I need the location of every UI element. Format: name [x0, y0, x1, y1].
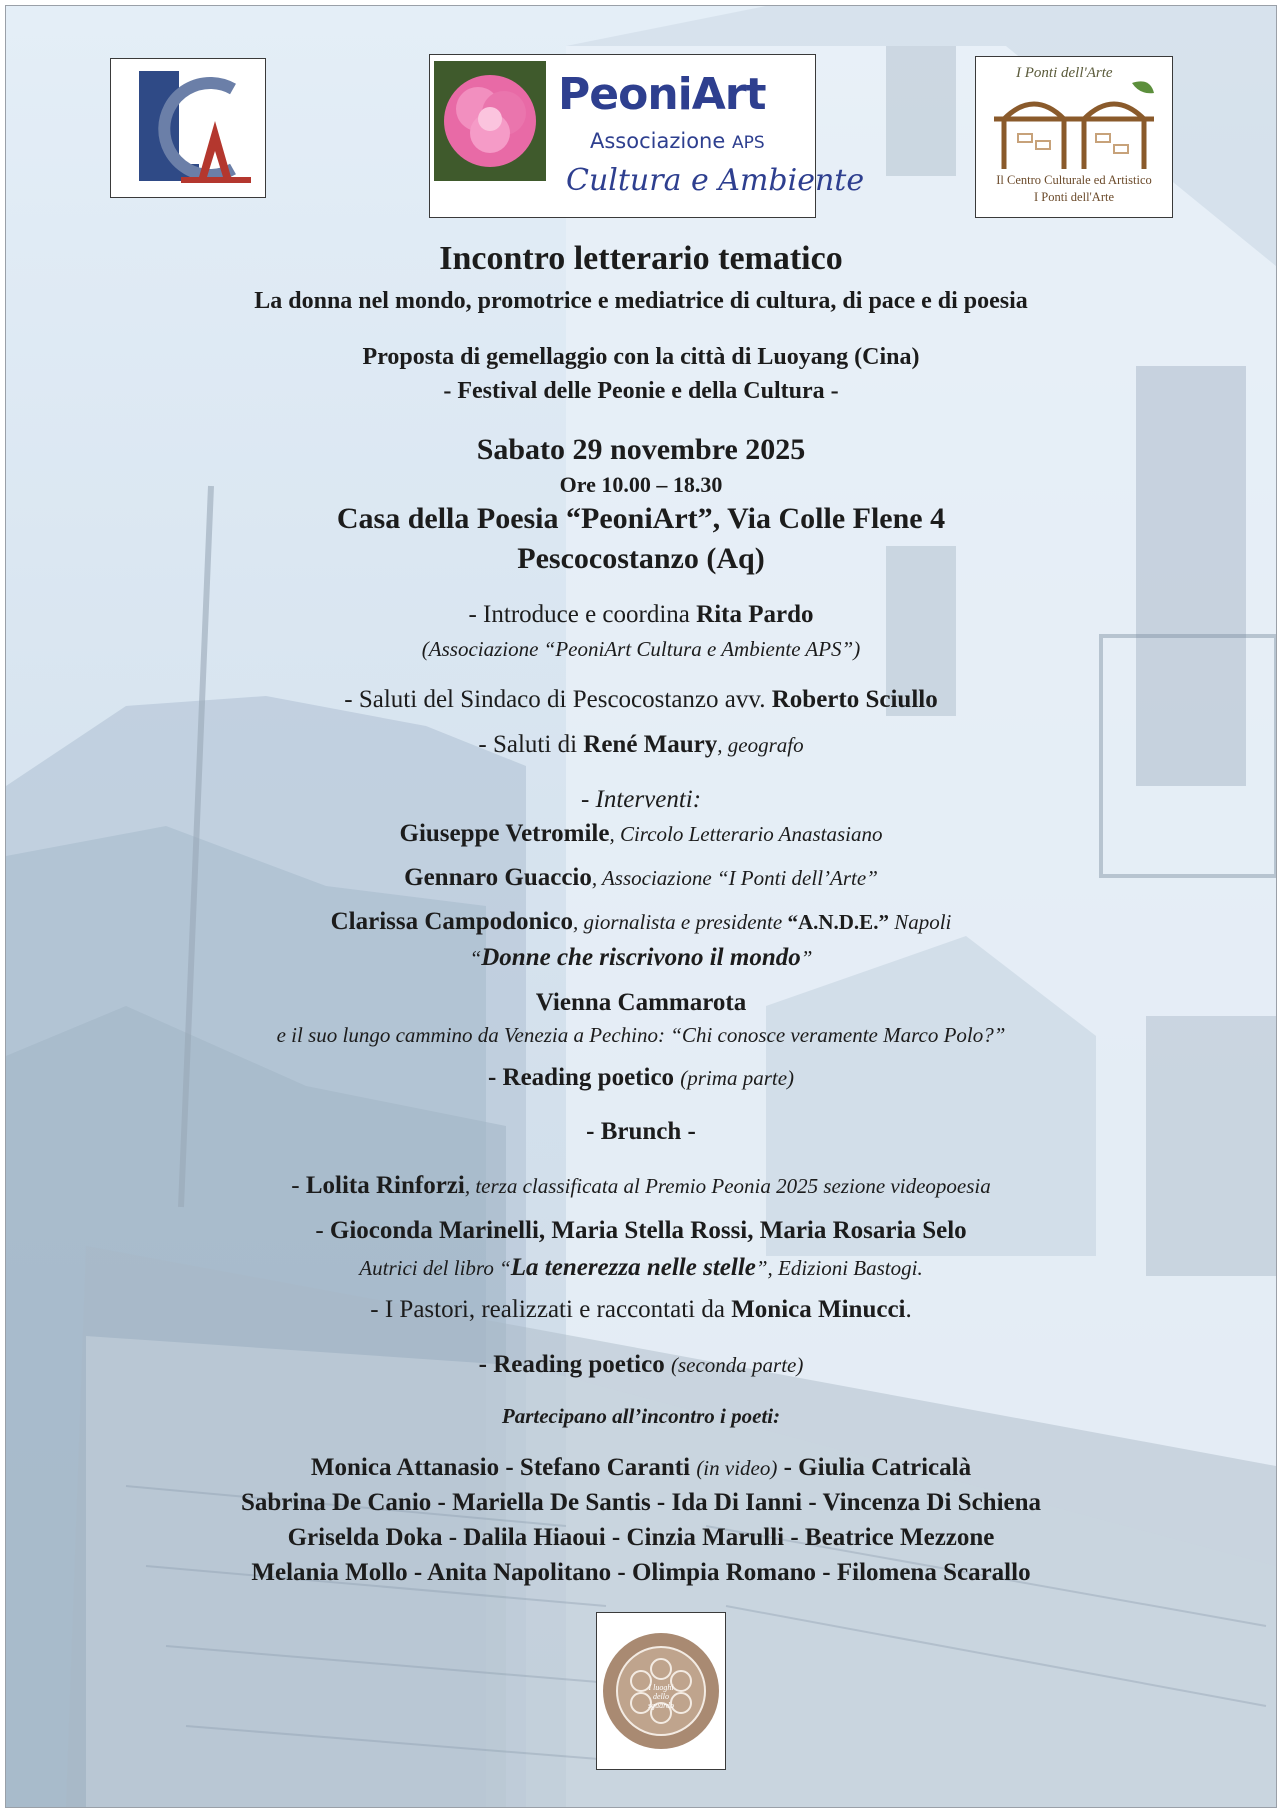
- peoniart-tagline: Cultura e Ambiente: [566, 163, 865, 198]
- speaker-3-org: “A.N.D.E.”: [787, 910, 889, 934]
- poets-line-3: Griselda Doka - Dalila Hiaoui - Cinzia Marulli - Beatrice Mezzone: [287, 1524, 995, 1551]
- speaker-3-name: Clarissa Campodonico: [330, 908, 573, 935]
- poets-line-2: Sabrina De Canio - Mariella De Santis - Ida Di Ianni - Vincenza Di Schiena: [240, 1489, 1042, 1516]
- arches-icon: [984, 79, 1164, 179]
- pastori-suffix: .: [905, 1296, 912, 1323]
- peoniart-assoc: Associazione: [590, 129, 726, 153]
- book-line: [6, 1254, 1276, 1282]
- ponti-caption-2: I Ponti dell'Arte: [1033, 190, 1115, 204]
- reading-2: [6, 1351, 1276, 1379]
- lolita-line: [6, 1172, 1276, 1200]
- poets-line-4: Melania Mollo - Anita Napolitano - Olimpia Romano - Filomena Scarallo: [251, 1559, 1031, 1586]
- lca-emblem: [111, 59, 265, 197]
- intro-association: (Associazione “PeoniArt Cultura e Ambiente APS”): [421, 637, 861, 661]
- peoniart-name: PeoniArt: [558, 69, 766, 120]
- mayor-greetings-prefix: - Saluti del Sindaco di Pescocostanzo avv.: [344, 686, 772, 713]
- speaker-3-quote-close: ”: [800, 946, 813, 970]
- authors-names: Gioconda Marinelli, Maria Stella Rossi, Maria Rosaria Selo: [329, 1217, 967, 1244]
- event-venue: Casa della Poesia “PeoniArt”, Via Colle Flene 4: [336, 502, 946, 535]
- authors-line: [6, 1217, 1276, 1245]
- festival-line: - Festival delle Peonie e della Cultura -: [443, 378, 839, 404]
- authors-prefix: -: [315, 1217, 330, 1244]
- speaker-2: [6, 864, 1276, 892]
- pastori-prefix: - I Pastori, realizzati e raccontati da: [370, 1296, 732, 1323]
- peoniart-logo: [429, 54, 865, 218]
- speaker-3-city: Napoli: [888, 910, 952, 934]
- speaker-3-role: , giornalista e presidente: [572, 910, 788, 934]
- ponti-arte-logo: [975, 56, 1173, 218]
- lca-logo: [110, 58, 266, 198]
- peony-flower-icon: [434, 61, 546, 181]
- event-date: Sabato 29 novembre 2025: [476, 433, 806, 466]
- peoniart-assoc-line: [590, 129, 765, 153]
- book-title: La tenerezza nelle stelle: [510, 1254, 756, 1281]
- twinning-proposal: Proposta di gemellaggio con la città di Luoyang (Cina): [362, 344, 920, 370]
- speaker-3: [6, 908, 1276, 936]
- lolita-role: , terza classificata al Premio Peonia 2025 sezione videopoesia: [464, 1174, 991, 1198]
- intro-prefix: - Introduce e coordina: [468, 601, 697, 628]
- speaker-1: [6, 820, 1276, 848]
- poets-line-1-a: Monica Attanasio - Stefano Caranti: [310, 1454, 697, 1481]
- reading-1-part: (prima parte): [680, 1066, 795, 1090]
- speaker-3-talk-line: [6, 944, 1276, 972]
- poets-label: Partecipano all’incontro i poeti:: [501, 1404, 781, 1428]
- luoghi-sguardo-logo: [596, 1612, 726, 1770]
- reading-1: [6, 1064, 1276, 1092]
- pastori-line: [6, 1296, 1276, 1324]
- maury-greetings-prefix: - Saluti di: [478, 731, 584, 758]
- seal-text: I luoghi dello sguardo: [648, 1683, 674, 1710]
- event-subtitle: La donna nel mondo, promotrice e mediatrice di cultura, di pace e di poesia: [254, 288, 1028, 314]
- mayor-greetings-line: [6, 686, 1276, 714]
- speaker-3-talk: Donne che riscrivono il mondo: [481, 944, 801, 971]
- speaker-3-quote-open: “: [469, 946, 482, 970]
- speaker-1-name: Giuseppe Vetromile: [399, 820, 610, 847]
- maury-name: René Maury: [583, 731, 718, 758]
- intro-name: Rita Pardo: [696, 601, 814, 628]
- book-prefix: Autrici del libro “: [359, 1256, 511, 1280]
- speaker-4-name: Vienna Cammarota: [535, 989, 747, 1016]
- event-hours: Ore 10.00 – 18.30: [559, 472, 723, 497]
- speaker-2-name: Gennaro Guaccio: [404, 864, 592, 891]
- speaker-2-role: , Associazione “I Ponti dell’Arte”: [591, 866, 878, 890]
- pastori-name: Monica Minucci: [731, 1296, 906, 1323]
- poets-line-1: [6, 1454, 1276, 1482]
- reading-2-label: - Reading poetico: [478, 1351, 671, 1378]
- ponti-caption-1: Il Centro Culturale ed Artistico: [996, 173, 1152, 187]
- book-suffix: ”, Edizioni Bastogi.: [755, 1256, 923, 1280]
- event-title: Incontro letterario tematico: [439, 240, 843, 277]
- poets-line-1-note: (in video): [696, 1456, 778, 1480]
- speaker-4-talk: e il suo lungo cammino da Venezia a Pechino: “Chi conosce veramente Marco Polo?”: [276, 1023, 1006, 1047]
- lolita-prefix: -: [291, 1172, 306, 1199]
- mayor-name: Roberto Sciullo: [771, 686, 938, 713]
- reading-2-part: (seconda parte): [670, 1353, 804, 1377]
- maury-role: , geografo: [717, 733, 804, 757]
- poets-line-1-b: - Giulia Catricalà: [777, 1454, 972, 1481]
- event-town: Pescocostanzo (Aq): [517, 542, 765, 575]
- reading-1-label: - Reading poetico: [487, 1064, 681, 1091]
- speaker-1-role: , Circolo Letterario Anastasiano: [609, 822, 883, 846]
- event-poster: [5, 5, 1277, 1808]
- intro-line: [6, 601, 1276, 629]
- maury-greetings-line: [6, 731, 1276, 759]
- ponti-script-title: I Ponti dell'Arte: [1016, 65, 1113, 81]
- brunch-label: - Brunch -: [586, 1118, 696, 1145]
- peoniart-aps: APS: [731, 133, 765, 153]
- lolita-name: Lolita Rinforzi: [305, 1172, 465, 1199]
- interventions-label: - Interventi:: [580, 786, 702, 813]
